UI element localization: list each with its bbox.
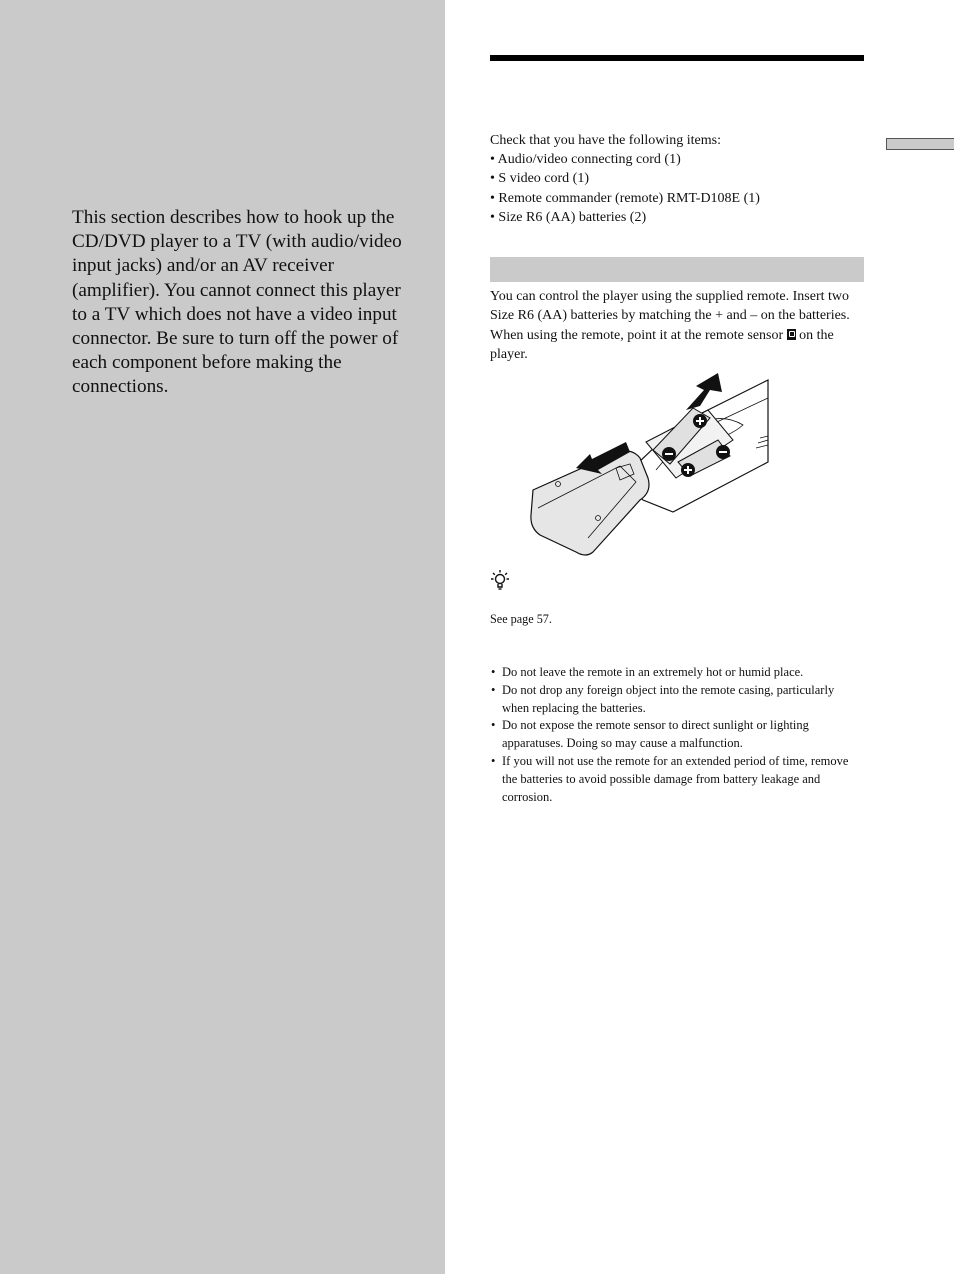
remote-sensor-icon [787, 329, 796, 340]
remote-text-end: on the player. [490, 327, 834, 363]
left-gray-panel [0, 0, 445, 1274]
section-index-tab [886, 138, 954, 150]
list-item: • If you will not use the remote for an extended period of time, remove the batteries to avoid possible damage from battery leakage and corrosion. [490, 753, 864, 806]
list-item: • S video cord (1) [490, 171, 589, 187]
items-list [490, 150, 870, 227]
see-page-note: See page 57. [490, 612, 552, 626]
top-rule [490, 55, 864, 61]
lightbulb-tip-icon [490, 569, 510, 591]
list-item: • Audio/video connecting cord (1) [490, 152, 681, 168]
section-heading-bar [490, 257, 864, 282]
items-heading: Check that you have the following items: [490, 133, 721, 148]
battery-insertion-illustration [528, 370, 772, 558]
list-item: • Size R6 (AA) batteries (2) [490, 209, 647, 225]
supplied-items [490, 131, 870, 227]
intro-text: This section describes how to hook up the CD/DVD player to a TV (with audio/video input jacks) and/or an AV receiver (amplifier). You cannot connect this player to a TV which does not have a video input connector. Be sure to turn off the power of each component before making the connections. [72, 207, 402, 398]
list-item: • Do not drop any foreign object into the remote casing, particularly when replacing the batteries. [490, 682, 864, 718]
remote-instructions [490, 287, 868, 365]
remote-text-start: You can control the player using the supplied remote. Insert two Size R6 (AA) batteries by matching the + and – on the batteries. When using the remote, point it at the remote sensor [490, 289, 850, 343]
notes-list [490, 664, 864, 806]
list-item: • Remote commander (remote) RMT-D108E (1) [490, 190, 760, 206]
list-item: • Do not leave the remote in an extremely hot or humid place. [490, 664, 864, 682]
list-item: • Do not expose the remote sensor to direct sunlight or lighting apparatuses. Doing so may cause a malfunction. [490, 717, 864, 753]
